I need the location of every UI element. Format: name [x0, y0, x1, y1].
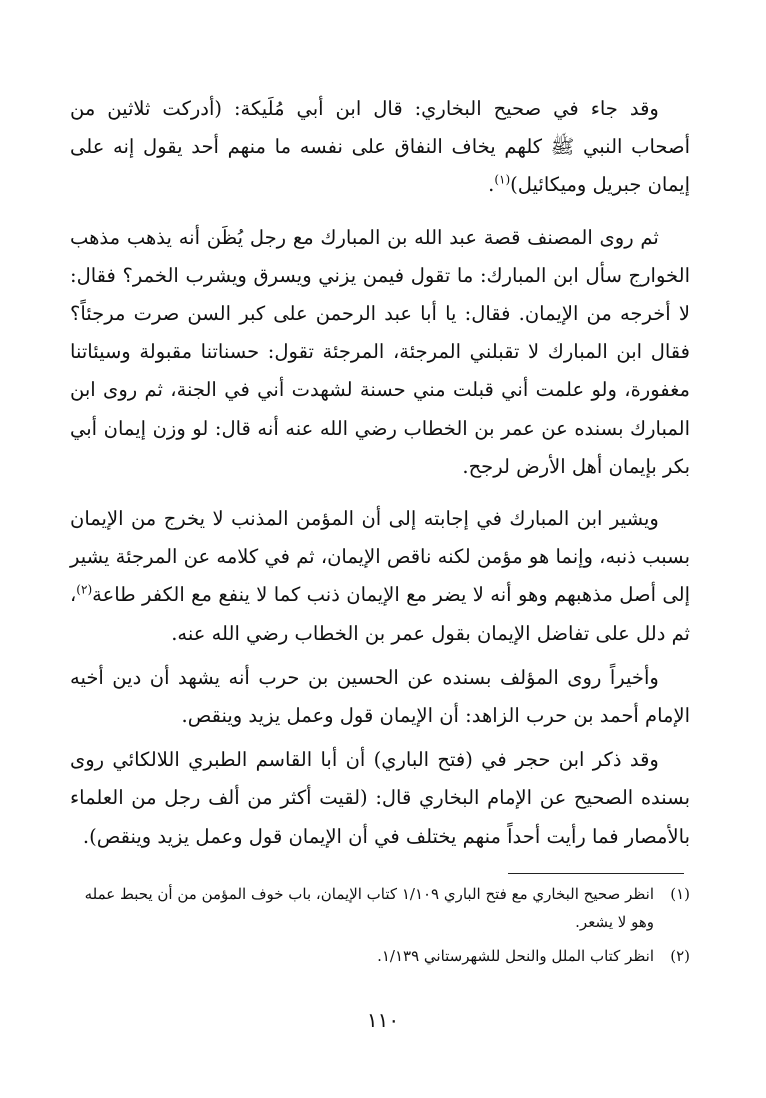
footnote-number: (١)	[670, 885, 690, 903]
paragraph-1: وقد جاء في صحيح البخاري: قال ابن أبي مُلَيكة: (أدركت ثلاثين من أصحاب النبي ﷺ كلهم يخاف النفاق على نفسه ما منهم أحد يقول إنه على إيمان جبريل وميكائيل)$^{(١)}$.	[70, 97, 690, 197]
body-text	[70, 90, 690, 870]
footnote-separator	[508, 873, 684, 874]
footnote-1	[70, 880, 690, 936]
footnote-2	[70, 942, 690, 970]
footnote-text: انظر صحيح البخاري مع فتح الباري ١/١٠٩ كتاب الإيمان، باب خوف المؤمن من أن يحبط عمله وهو لا يشعر.	[84, 885, 654, 931]
footnote-ref-2: (٢)	[76, 582, 93, 597]
paragraph-2: ثم روى المصنف قصة عبد الله بن المبارك مع رجل يُظَن أنه يذهب مذهب الخوارج سأل ابن المبارك: ما تقول فيمن يزني ويسرق ويشرب الخمر؟ فقال: لا أخرجه من الإيمان. فقال: يا أبا عبد الرحمن على كبر السن صرت مرجئاً؟ فقال ابن المبارك لا تقبلني المرجئة، المرجئة تقول: حسناتنا مقبولة وسيئاتنا مغفورة، ولو علمت أني قبلت مني حسنة لشهدت أني في الجنة، ثم روى ابن المبارك بسنده عن عمر بن الخطاب رضي الله عنه أنه قال: لو وزن إيمان أبي بكر بإيمان أهل الأرض لرجح.	[70, 225, 690, 478]
footnotes	[70, 880, 690, 976]
paragraph-5: وقد ذكر ابن حجر في (فتح الباري) أن أبا القاسم الطبري اللالكائي روى بسنده الصحيح عن الإمام البخاري قال: (لقيت أكثر من ألف رجل من العلماء بالأمصار فما رأيت أحداً منهم يختلف في أن الإيمان قول وعمل يزيد وينقص).	[70, 748, 690, 848]
page-number: ١١٠	[366, 1008, 400, 1032]
paragraph-3: ويشير ابن المبارك في إجابته إلى أن المؤمن المذنب لا يخرج من الإيمان بسبب ذنبه، وإنما هو مؤمن لكنه ناقص الإيمان، ثم في كلامه عن المرجئة يشير إلى أصل مذهبهم وهو أنه لا يضر مع الإيمان ذنب كما لا ينفع مع الكفر طاعة$^{(٢)}$، ثم دلل على تفاضل الإيمان بقول عمر بن الخطاب رضي الله عنه.	[70, 507, 690, 645]
footnote-ref-1: (١)	[494, 172, 511, 187]
footnote-text: انظر كتاب الملل والنحل للشهرستاني ١/١٣٩.	[377, 947, 654, 965]
footnote-number: (٢)	[670, 947, 690, 965]
paragraph-4: وأخيراً روى المؤلف بسنده عن الحسين بن حرب أنه يشهد أن دين أخيه الإمام أحمد بن حرب الزاهد: أن الإيمان قول وعمل يزيد وينقص.	[70, 665, 690, 728]
